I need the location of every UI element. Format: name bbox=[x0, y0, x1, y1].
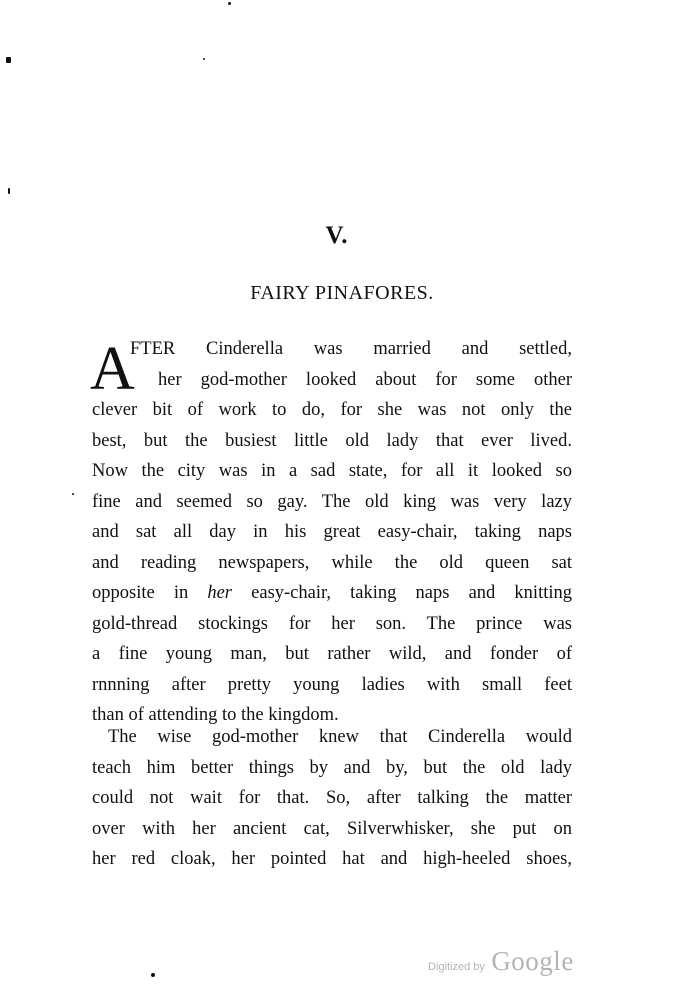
emphasized-word: her bbox=[207, 583, 233, 603]
scan-speck bbox=[151, 973, 155, 977]
text-line: The wise god-mother knew that Cinderella would bbox=[108, 727, 572, 747]
text-line: over with her ancient cat, Silverwhisker, she put on bbox=[92, 818, 572, 839]
scan-speck bbox=[72, 493, 74, 495]
text-line: teach him better things by and by, but the old lady bbox=[92, 757, 572, 778]
chapter-number: V. bbox=[325, 222, 349, 249]
text-line: best, but the busiest little old lady that ever lived. bbox=[92, 430, 572, 451]
text-line: gold-thread stockings for her son. The prince was bbox=[92, 613, 572, 634]
drop-cap: A bbox=[90, 335, 135, 403]
text-line: Now the city was in a sad state, for all it looked so bbox=[92, 461, 572, 481]
scan-speck bbox=[203, 58, 205, 60]
text-line: FTER Cinderella was married and settled, bbox=[130, 339, 572, 359]
text-run: easy-chair, taking naps and knitting bbox=[232, 583, 572, 603]
text-line: and sat all day in his great easy-chair, taking naps bbox=[92, 522, 572, 542]
text-line-emphasis bbox=[92, 578, 572, 609]
digitized-label: Digitized by bbox=[428, 961, 485, 973]
text-line: her god-mother looked about for some other bbox=[158, 369, 572, 390]
text-line: her red cloak, her pointed hat and high-heeled shoes, bbox=[92, 849, 572, 869]
scan-speck bbox=[6, 57, 11, 63]
text-line: clever bit of work to do, for she was not only the bbox=[92, 400, 572, 420]
paragraph-1 bbox=[92, 334, 572, 731]
text-line: than of attending to the kingdom. bbox=[92, 705, 339, 725]
scan-speck bbox=[8, 188, 10, 194]
text-line: could not wait for that. So, after talking the matter bbox=[92, 788, 572, 808]
chapter-title: FAIRY PINAFORES. bbox=[250, 282, 434, 304]
text-line: fine and seemed so gay. The old king was very lazy bbox=[92, 491, 572, 512]
text-line: rnnning after pretty young ladies with small feet bbox=[92, 674, 572, 695]
google-logo: Google bbox=[491, 946, 574, 976]
text-run: opposite in bbox=[92, 583, 208, 603]
scan-speck bbox=[228, 2, 231, 5]
paragraph-2 bbox=[92, 722, 572, 875]
text-line: and reading newspapers, while the old queen sat bbox=[92, 552, 572, 573]
text-line: a fine young man, but rather wild, and fonder of bbox=[92, 644, 572, 664]
digitized-watermark bbox=[428, 946, 574, 977]
